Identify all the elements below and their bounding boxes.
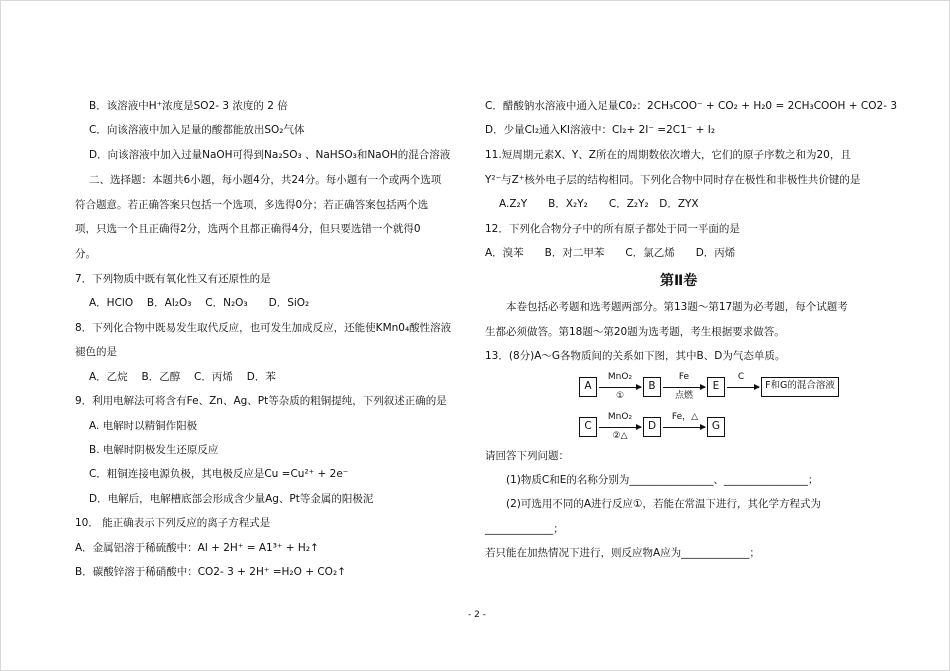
section-intro: 生都必须做答。第18题～第20题为选考题，考生根据要求做答。 <box>485 326 785 338</box>
question-10-option: D．少量Cl₂通入KI溶液中：Cl₂+ 2I⁻ =2C1⁻ + I₂ <box>485 124 716 136</box>
box-c: C <box>579 417 597 437</box>
question-12: 12．下列化合物分子中的所有原子都处于同一平面的是 <box>485 223 740 235</box>
text-line: C．向该溶液中加入足量的酸都能放出SO₂气体 <box>89 124 305 136</box>
question-11-options: A.Z₂Y B．X₂Y₂ C．Z₂Y₂ D．ZYX <box>499 198 699 210</box>
arrow-label: Fe，△ <box>671 412 699 422</box>
text-line: D．向该溶液中加入过量NaOH可得到Na₂SO₃ 、NaHSO₃和NaOH的混合溶液 <box>89 149 451 161</box>
arrow-c-d <box>599 427 641 428</box>
question-7-options: A．HClO B．Al₂O₃ C．N₂O₃ D．SiO₂ <box>89 297 310 309</box>
question-10-option: C．醋酸钠水溶液中通入足量C0₂：2CH₃COO⁻ + CO₂ + H₂0 = 2CH₃COOH + CO2- 3 <box>485 100 898 112</box>
question-13-part-2: (2)可选用不同的A进行反应①，若能在常温下进行，其化学方程式为 <box>506 498 821 510</box>
arrow-d-g <box>663 427 705 428</box>
section-intro: 本卷包括必考题和选考题两部分。第13题～第17题为必考题，每个试题考 <box>506 301 848 313</box>
box-d: D <box>643 417 661 437</box>
question-13: 13．(8分)A～G各物质间的关系如下图，其中B、D为气态单质。 <box>485 350 786 362</box>
arrow-label: ① <box>615 391 625 401</box>
question-9-option: D．电解后，电解槽底部会形成含少量Ag、Pt等金属的阳极泥 <box>89 493 374 505</box>
question-13-part-2b: 若只能在加热情况下进行，则反应物A应为_____________； <box>485 547 760 559</box>
question-11: 11.短周期元素X、Y、Z所在的周期数依次增大，它们的原子序数之和为20，且 <box>485 149 851 161</box>
arrow-a-b <box>599 387 641 388</box>
arrow-label: ②△ <box>612 431 628 441</box>
question-8: 8．下列化合物中既易发生取代反应，也可发生加成反应，还能使KMn0₄酸性溶液 <box>75 322 452 334</box>
box-fg: F和G的混合溶液 <box>761 377 839 397</box>
question-8-options: A．乙烷 B．乙醇 C．丙烯 D．苯 <box>89 371 276 383</box>
section-instructions: 分。 <box>75 248 96 260</box>
section-instructions: 二、选择题：本题共6小题，每小题4分，共24分。每小题有一个或两个选项 <box>89 174 442 186</box>
question-9-option: A. 电解时以精铜作阳极 <box>89 420 198 432</box>
section-title: 第Ⅱ卷 <box>660 273 698 289</box>
arrow-label: MnO₂ <box>607 372 633 382</box>
question-13-part-1: (1)物质C和E的名称分别为________________、________________； <box>506 474 819 486</box>
question-10-option: A．金属铝溶于稀硫酸中：Al + 2H⁺ = A1³⁺ + H₂↑ <box>75 542 319 554</box>
question-10: 10． 能正确表示下列反应的离子方程式是 <box>75 517 271 529</box>
section-instructions: 项，只选一个且正确得2分，选两个且都正确得4分，但只要选错一个就得0 <box>75 223 421 235</box>
text-line: B．该溶液中H⁺浓度是SO2- 3 浓度的 2 倍 <box>89 100 288 112</box>
arrow-e-fg <box>727 387 759 388</box>
page-number: - 2 - <box>468 610 486 620</box>
arrow-label: MnO₂ <box>607 412 633 422</box>
question-9: 9．利用电解法可将含有Fe、Zn、Ag、Pt等杂质的粗铜提纯，下列叙述正确的是 <box>75 395 447 407</box>
question-10-option: B．碳酸锌溶于稀硝酸中：CO2- 3 + 2H⁺ =H₂O + CO₂↑ <box>75 566 346 578</box>
question-8: 褪色的是 <box>75 346 117 358</box>
question-9-option: B. 电解时阴极发生还原反应 <box>89 444 219 456</box>
question-9-option: C．粗铜连接电源负极，其电极反应是Cu =Cu²⁺ + 2e⁻ <box>89 468 349 480</box>
arrow-b-e <box>663 387 705 388</box>
box-b: B <box>643 377 661 397</box>
box-e: E <box>707 377 725 397</box>
box-g: G <box>707 417 725 437</box>
section-instructions: 符合题意。若正确答案只包括一个选项，多选得0分；若正确答案包括两个选 <box>75 199 429 211</box>
arrow-label: Fe <box>678 372 690 382</box>
question-13-prompt: 请回答下列问题： <box>485 450 569 462</box>
question-12-options: A．溴苯 B．对二甲苯 C．氯乙烯 D．丙烯 <box>485 247 736 259</box>
arrow-label: C <box>737 372 745 382</box>
answer-blank: _____________； <box>485 523 564 535</box>
arrow-label: 点燃 <box>674 391 693 401</box>
question-11: Y²⁻与Z⁺核外电子层的结构相同。下列化合物中同时存在极性和非极性共价键的是 <box>485 174 861 186</box>
question-7: 7．下列物质中既有氧化性又有还原性的是 <box>75 273 271 285</box>
box-a: A <box>579 377 597 397</box>
